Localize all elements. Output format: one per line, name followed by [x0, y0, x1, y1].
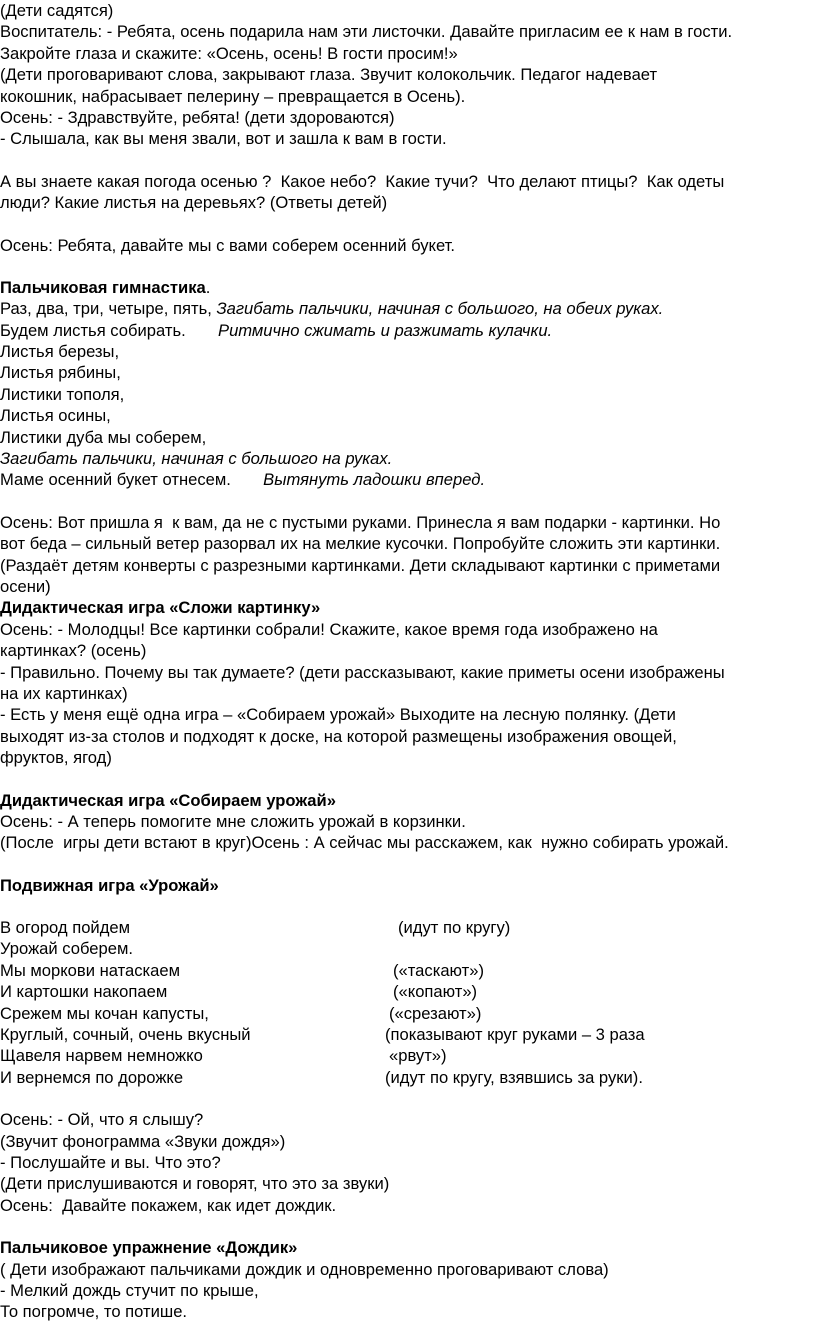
verse-text: И вернемся по дорожке	[0, 1067, 184, 1087]
verse-row	[0, 1045, 816, 1066]
text-line	[0, 320, 816, 341]
verse-line: Листики тополя,	[0, 384, 125, 404]
text-line: Осень: - Здравствуйте, ребята! (дети здороваются)	[0, 107, 395, 127]
verse-text: Будем листья собирать.	[0, 320, 218, 340]
verse-text: Мы моркови натаскаем	[0, 960, 181, 980]
verse-text: Щавеля нарвем немножко	[0, 1046, 203, 1066]
text-line: Осень: - Ой, что я слышу?	[0, 1110, 204, 1130]
game2-block	[0, 790, 816, 854]
text-line: на их картинках)	[0, 683, 128, 703]
text-line	[0, 469, 816, 490]
verse-row	[0, 917, 816, 938]
stage-note: Ритмично сжимать и разжимать кулачки.	[218, 320, 553, 340]
text-line: (Дети прислушиваются и говорят, что это за звуки)	[0, 1174, 390, 1194]
text-line: То погромче, то потише.	[0, 1302, 188, 1322]
bouquet-line: Осень: Ребята, давайте мы с вами соберем осенний букет.	[0, 235, 456, 255]
text-line: - Мелкий дождь стучит по крыше,	[0, 1280, 259, 1300]
section-heading: Пальчиковое упражнение «Дождик»	[0, 1238, 298, 1258]
text-line: кокошник, набрасывает пелерину – превращается в Осень).	[0, 86, 466, 106]
stage-note: («таскают»)	[393, 960, 484, 980]
text-line: фруктов, ягод)	[0, 748, 112, 768]
verse-text: Урожай соберем.	[0, 939, 134, 959]
rain-exercise-block	[0, 1237, 816, 1323]
verse-text: Круглый, сочный, очень вкусный	[0, 1025, 251, 1045]
game1-block	[0, 597, 816, 768]
intro-block	[0, 0, 816, 150]
verse-line: Листики дуба мы соберем,	[0, 427, 207, 447]
rain-intro-block	[0, 1109, 816, 1216]
questions-block	[0, 171, 816, 214]
section-heading	[0, 277, 816, 298]
verse-text: В огород пойдем	[0, 918, 131, 938]
stage-note: (показывают круг руками – 3 раза	[385, 1025, 645, 1045]
text-line: - Послушайте и вы. Что это?	[0, 1152, 221, 1172]
text-line: (Звучит фонограмма «Звуки дождя»)	[0, 1131, 286, 1151]
text-line: А вы знаете какая погода осенью ? Какое небо? Какие тучи? Что делают птицы? Как одеты	[0, 171, 725, 191]
gift-block	[0, 512, 816, 598]
text-line: - Слышала, как вы меня звали, вот и зашла к вам в гости.	[0, 129, 447, 149]
heading-text: Пальчиковая гимнастика	[0, 277, 206, 297]
text-line: (Дети проговаривают слова, закрывают глаза. Звучит колокольчик. Педагог надевает	[0, 65, 658, 85]
text-line: - Правильно. Почему вы так думаете? (дети рассказывают, какие приметы осени изображены	[0, 662, 725, 682]
text-line: Осень: Давайте покажем, как идет дождик.	[0, 1195, 337, 1215]
stage-note: Вытянуть ладошки вперед.	[263, 470, 486, 490]
verse-text: И картошки накопаем	[0, 982, 168, 1002]
stage-note: «рвут»)	[389, 1046, 447, 1066]
text-line: осени)	[0, 576, 51, 596]
stage-note: («копают»)	[393, 982, 478, 1002]
text-line: (Раздаёт детям конверты с разрезными картинками. Дети складывают картинки с приметами	[0, 555, 721, 575]
stage-note: (идут по кругу, взявшись за руки).	[385, 1067, 643, 1087]
verse-text: Срежем мы кочан капусты,	[0, 1003, 209, 1023]
stage-note: (идут по кругу)	[398, 918, 511, 938]
verse-row	[0, 960, 816, 981]
section-heading: Дидактическая игра «Сложи картинку»	[0, 598, 321, 618]
finger-gym-block	[0, 277, 816, 491]
verse-row	[0, 938, 816, 959]
verse-row	[0, 1024, 816, 1045]
stage-note: Загибать пальчики, начиная с большого на руках.	[0, 449, 393, 469]
text-line: Осень: - Молодцы! Все картинки собрали! Скажите, какое время года изображено на	[0, 619, 658, 639]
game3-block	[0, 875, 816, 1089]
stage-note: («срезают»)	[389, 1003, 482, 1023]
verse-line: Листья рябины,	[0, 363, 121, 383]
text-line: люди? Какие листья на деревьях? (Ответы детей)	[0, 193, 388, 213]
heading-dot: .	[205, 277, 211, 297]
stage-note: Загибать пальчики, начиная с большого, на обеих руках.	[216, 299, 664, 319]
text-line	[0, 298, 816, 319]
text-line: (Дети садятся)	[0, 1, 114, 20]
text-line: ( Дети изображают пальчиками дождик и одновременно проговаривают слова)	[0, 1259, 609, 1279]
text-line: (После игры дети встают в круг)Осень : А сейчас мы расскажем, как нужно собирать урожай.	[0, 833, 729, 853]
section-heading: Подвижная игра «Урожай»	[0, 875, 219, 895]
verse-row	[0, 1067, 816, 1088]
verse-row	[0, 1003, 816, 1024]
text-line: Закройте глаза и скажите: «Осень, осень! В гости просим!»	[0, 43, 458, 63]
section-heading: Дидактическая игра «Собираем урожай»	[0, 790, 336, 810]
text-line: вот беда – сильный ветер разорвал их на мелкие кусочки. Попробуйте сложить эти картинки.	[0, 534, 721, 554]
text-line: картинках? (осень)	[0, 641, 147, 661]
verse-line: Листья березы,	[0, 342, 120, 362]
verse-line: Листья осины,	[0, 406, 111, 426]
verse-row	[0, 981, 816, 1002]
text-line: Воспитатель: - Ребята, осень подарила нам эти листочки. Давайте пригласим ее к нам в гости.	[0, 22, 733, 42]
verse-text: Раз, два, три, четыре, пять,	[0, 299, 217, 319]
verse-text: Маме осенний букет отнесем.	[0, 470, 264, 490]
text-line: выходят из-за столов и подходят к доске, на которой размещены изображения овощей,	[0, 726, 677, 746]
text-line: Осень: Вот пришла я к вам, да не с пустыми руками. Принесла я вам подарки - картинки. Но	[0, 512, 721, 532]
text-line: - Есть у меня ещё одна игра – «Собираем урожай» Выходите на лесную полянку. (Дети	[0, 705, 676, 725]
text-line: Осень: - А теперь помогите мне сложить урожай в корзинки.	[0, 811, 466, 831]
